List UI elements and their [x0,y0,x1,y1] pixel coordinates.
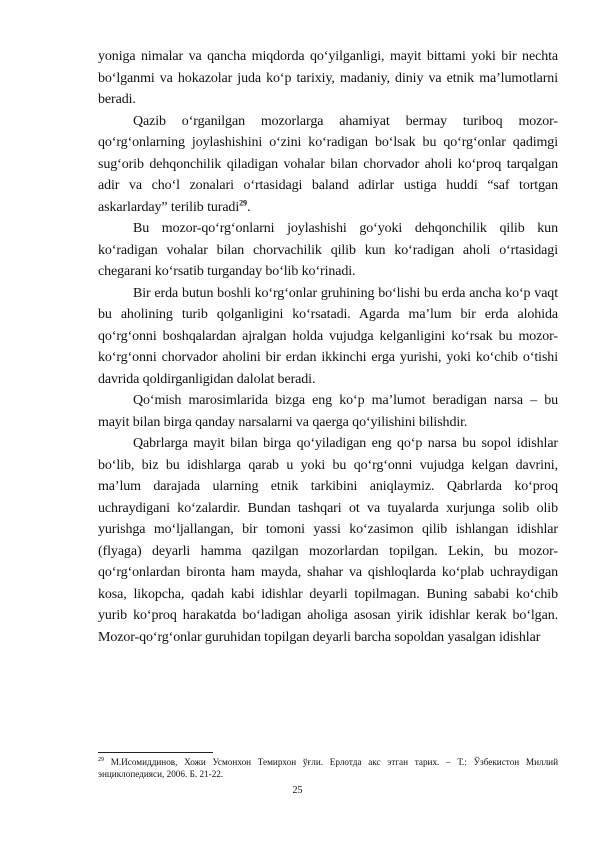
footnote-reference[interactable]: 29 [239,197,247,207]
footnote-divider [98,752,213,753]
paragraph-qomish-marosimlari: Qo‘mish marosimlarida bizga eng ko‘p ma’lumot beradigan narsa – bu mayit bilan birga qanday narsalarni va qaerga qo‘yilishini bilishdir. [98,393,558,430]
page-number: 25 [292,785,303,796]
footnote-text: М.Исомиддинов, Хожи Усмонхон Темирхон ўғли. Ерлотда акс этган тарих. – Т.: Ўзбекистон Миллий энциклопедияси, 2006. Б. 21-22. [98,757,558,779]
footnote [98,756,558,780]
paragraph-text: Qazib o‘rganilgan mozorlarga ahamiyat bermay turiboq mozor-qo‘rg‘onlarning joylashishini o‘zini ko‘radigan bo‘lsak bu qo‘rg‘onlar qadimgi sug‘orib dehqonchilik qiladigan vohalar bilan chorvador aholi ko‘proq tarqalgan adir va cho‘l zonalari o‘rtasidagi baland adirlar ustiga huddi “saf tortgan askarlarday” terilib turadi [98,113,558,215]
paragraph-sopol-idishlar: Qabrlarga mayit bilan birga qo‘yiladigan eng qo‘p narsa bu sopol idishlar bo‘lib, biz bu idishlarga qarab u yoki bu qo‘rg‘onni vujudga kelgan davrini, ma’lum darajada ularning etnik tarkibini aniqlaymiz. Qabrlarda ko‘proq uchraydigani ko‘zalardir. Bundan tashqari ot va tuyalarda xurjunga solib olib yurishga mo‘ljallangan, bir tomoni yassi ko‘zasimon qilib ishlangan idishlar (flyaga) deyarli hamma qazilgan mozorlardan topilgan. Lekin, bu mozor-qo‘rg‘onlardan bironta ham mayda, shahar va qishloqlarda ko‘plab uchraydigan kosa, likopcha, qadah kabi idishlar deyarli topilmagan. Buning sababi ko‘chib yurib ko‘proq harakatda bo‘ladigan aholiga asosan yirik idishlar kerak bo‘lgan. Mozor-qo‘rg‘onlar guruhidan topilgan deyarli barcha sopoldan yasalgan idishlar [98,436,558,645]
footnote-number: 29 [98,756,104,763]
paragraph-end: . [246,199,251,215]
paragraph-continuation: yoniga nimalar va qancha miqdorda qo‘yilganligi, mayit bittami yoki bir nechta bo‘lganmi va hokazolar juda ko‘p tarixiy, madaniy, diniy va etnik ma’lumotlarni beradi. [98,49,558,107]
paragraph-qorgonlar-gruhi: Bir erda butun boshli ko‘rg‘onlar gruhining bo‘lishi bu erda ancha ko‘p vaqt bu aholining turib qolganligini ko‘rsatadi. Agarda ma’lum bir erda alohida qo‘rg‘onni boshqalardan ajralgan holda vujudga kelganligini ko‘rsak bu mozor-ko‘rg‘onni chorvador aholini bir erdan ikkinchi erga yurishi, yoki ko‘chib o‘tishi davrida qoldirganligidan dalolat beradi. [98,285,558,387]
paragraph-mozor-joylashishi [98,111,558,219]
body-text [98,46,558,648]
paragraph-chegara: Bu mozor-qo‘rg‘onlarni joylashishi go‘yoki dehqonchilik qilib kun ko‘radigan vohalar bilan chorvachilik qilib kun ko‘radigan aholi o‘rtasidagi chegarani ko‘rsatib turganday bo‘lib ko‘rinadi. [98,221,558,279]
